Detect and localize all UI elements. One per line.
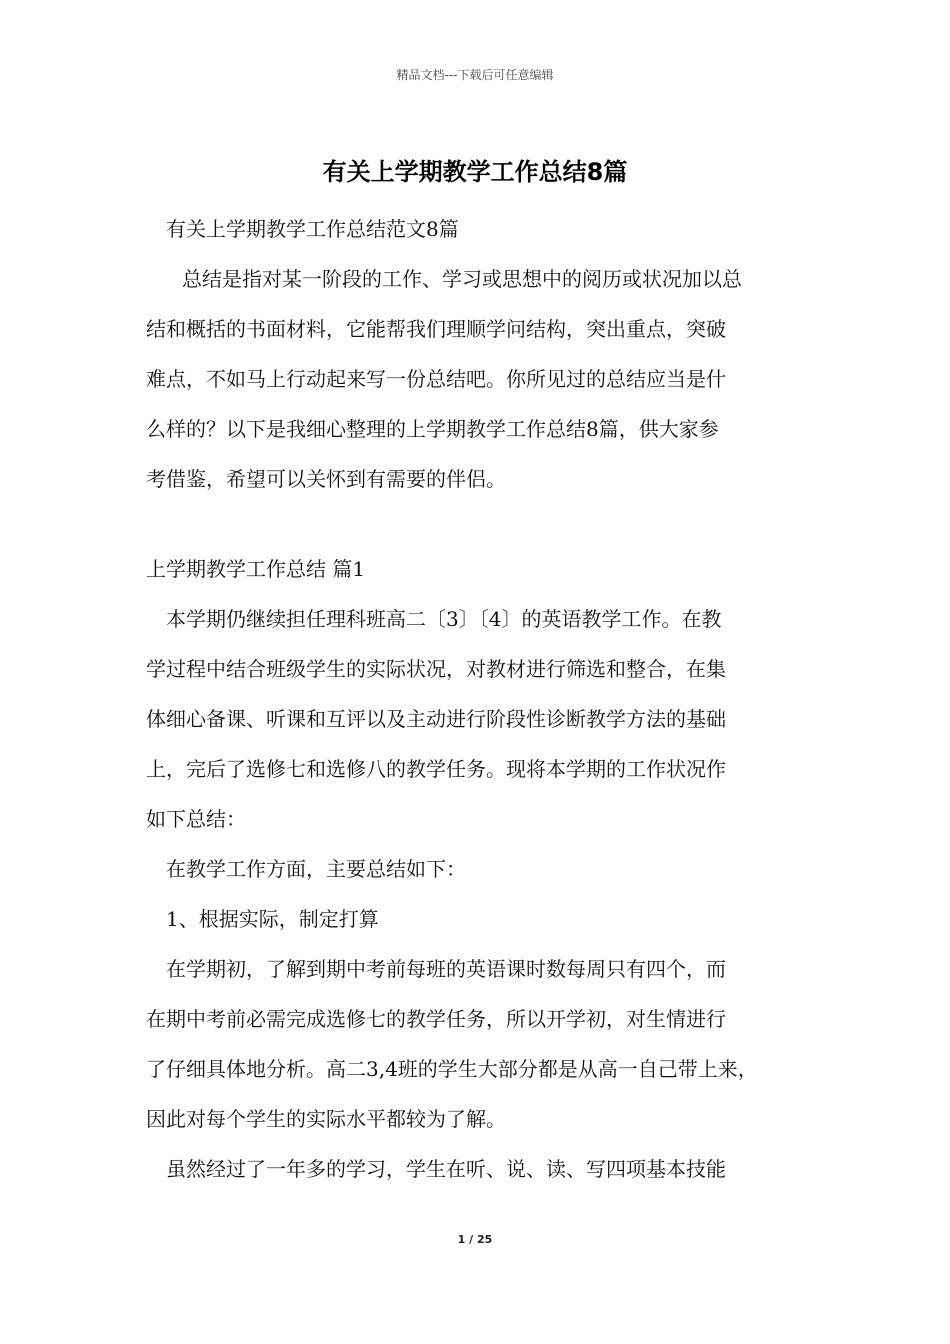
paragraph-line: 虽然经过了一年多的学习，学生在听、说、读、写四项基本技能	[166, 1157, 726, 1181]
intro-line: 总结是指对某一阶段的工作、学习或思想中的阅历或状况加以总	[182, 267, 742, 291]
paragraph-line: 在期中考前必需完成选修七的教学任务，所以开学初，对生情进行	[146, 1007, 726, 1031]
paragraph-line: 因此对每个学生的实际水平都较为了解。	[146, 1107, 506, 1131]
paragraph-line: 学过程中结合班级学生的实际状况，对教材进行筛选和整合，在集	[146, 657, 726, 681]
section-heading: 上学期教学工作总结 篇1	[146, 557, 366, 581]
paragraph-line: 在学期初，了解到期中考前每班的英语课时数每周只有四个，而	[166, 957, 726, 981]
item-heading: 1、根据实际，制定打算	[166, 907, 379, 931]
intro-line: 结和概括的书面材料，它能帮我们理顺学问结构，突出重点，突破	[146, 317, 726, 341]
section1-paragraph-3	[146, 944, 810, 1144]
document-body	[146, 204, 810, 1194]
section1-paragraph-2: 在教学工作方面，主要总结如下：	[166, 857, 466, 881]
page-number: 1 / 25	[457, 1233, 493, 1246]
document-title: 有关上学期教学工作总结8篇	[322, 158, 628, 186]
intro-paragraph	[146, 254, 810, 504]
intro-line: 难点，不如马上行动起来写一份总结吧。你所见过的总结应当是什	[146, 367, 726, 391]
paragraph-line: 本学期仍继续担任理科班高二〔3〕〔4〕的英语教学工作。在教	[166, 607, 722, 631]
paragraph-line: 如下总结：	[146, 807, 246, 831]
intro-line: 么样的？以下是我细心整理的上学期教学工作总结8篇，供大家参	[146, 417, 719, 441]
intro-line: 考借鉴，希望可以关怀到有需要的伴侣。	[146, 467, 506, 491]
section1-paragraph-4	[146, 1144, 810, 1194]
section1-paragraph-1	[146, 594, 810, 844]
section-gap	[146, 504, 810, 544]
page-header: 精品文档---下载后可任意编辑	[396, 68, 554, 82]
document-subtitle: 有关上学期教学工作总结范文8篇	[166, 217, 459, 241]
paragraph-line: 体细心备课、听课和互评以及主动进行阶段性诊断教学方法的基础	[146, 707, 726, 731]
paragraph-line: 了仔细具体地分析。高二3,4班的学生大部分都是从高一自己带上来，	[146, 1057, 758, 1081]
paragraph-line: 上，完后了选修七和选修八的教学任务。现将本学期的工作状况作	[146, 757, 726, 781]
